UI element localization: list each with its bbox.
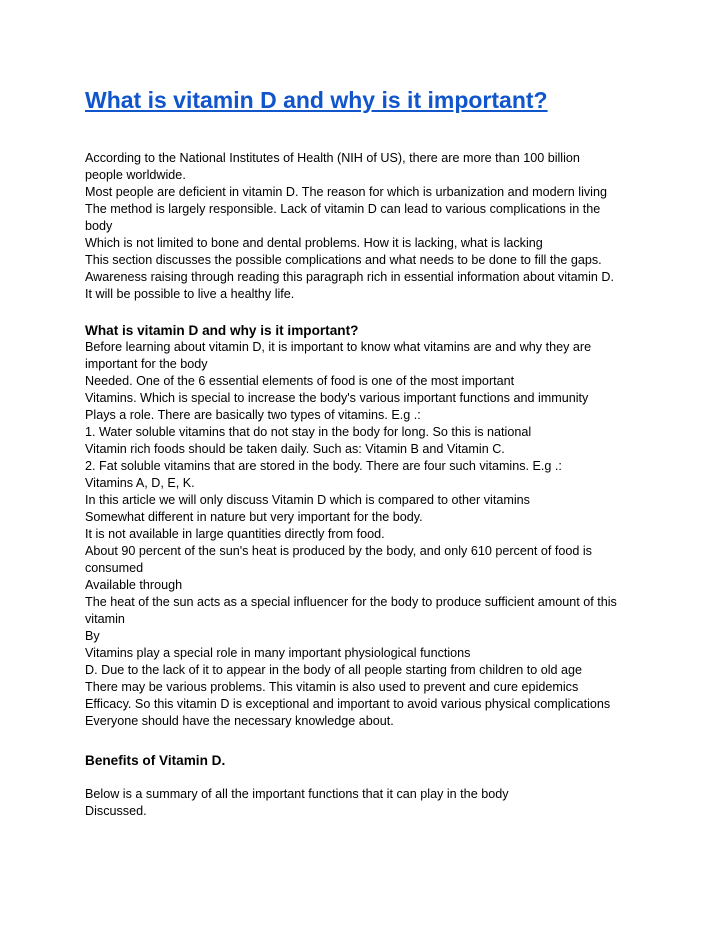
section-line: There may be various problems. This vitamin is also used to prevent and cure epidemics — [85, 680, 579, 694]
intro-line: people worldwide. — [85, 168, 186, 182]
document-title[interactable]: What is vitamin D and why is it important? — [85, 87, 548, 113]
section-line: Available through — [85, 578, 183, 592]
section-line: Vitamins play a special role in many important physiological functions — [85, 646, 471, 660]
section-benefits-of-vitamin-d — [85, 752, 645, 820]
intro-line: Awareness raising through reading this paragraph rich in essential information about vitamin D. — [85, 270, 614, 284]
section-line: Needed. One of the 6 essential elements of food is one of the most important — [85, 374, 515, 388]
intro-line: According to the National Institutes of Health (NIH of US), there are more than 100 billion — [85, 151, 580, 165]
section-line: important for the body — [85, 357, 208, 371]
section-line: Vitamins. Which is special to increase the body's various important functions and immunity — [85, 391, 589, 405]
section-line: In this article we will only discuss Vitamin D which is compared to other vitamins — [85, 493, 530, 507]
section-line: 1. Water soluble vitamins that do not stay in the body for long. So this is national — [85, 425, 532, 439]
section-line: Efficacy. So this vitamin D is exceptional and important to avoid various physical complications — [85, 697, 611, 711]
section-line: 2. Fat soluble vitamins that are stored in the body. There are four such vitamins. E.g .: — [85, 459, 562, 473]
intro-paragraph — [85, 150, 645, 303]
section-line: Everyone should have the necessary knowledge about. — [85, 714, 394, 728]
section-line: Before learning about vitamin D, it is important to know what vitamins are and why they are — [85, 340, 592, 354]
section-line: Below is a summary of all the important functions that it can play in the body — [85, 787, 509, 801]
section-what-is-vitamin-d — [85, 322, 645, 730]
intro-line: body — [85, 219, 113, 233]
intro-line: The method is largely responsible. Lack of vitamin D can lead to various complications in the — [85, 202, 601, 216]
section-line: It is not available in large quantities directly from food. — [85, 527, 385, 541]
intro-line: This section discusses the possible complications and what needs to be done to fill the gaps. — [85, 253, 602, 267]
intro-line: Which is not limited to bone and dental problems. How it is lacking, what is lacking — [85, 236, 543, 250]
section-line: vitamin — [85, 612, 125, 626]
section-line: D. Due to the lack of it to appear in the body of all people starting from children to old age — [85, 663, 583, 677]
section-line: Discussed. — [85, 804, 147, 818]
section-heading: Benefits of Vitamin D. — [85, 753, 226, 768]
section-line: About 90 percent of the sun's heat is produced by the body, and only 610 percent of food is — [85, 544, 592, 558]
intro-line: Most people are deficient in vitamin D. The reason for which is urbanization and modern living — [85, 185, 607, 199]
section-line: Somewhat different in nature but very important for the body. — [85, 510, 423, 524]
section-line: consumed — [85, 561, 144, 575]
section-line: By — [85, 629, 100, 643]
section-line: Vitamin rich foods should be taken daily. Such as: Vitamin B and Vitamin C. — [85, 442, 505, 456]
section-line: Plays a role. There are basically two types of vitamins. E.g .: — [85, 408, 421, 422]
section-line: Vitamins A, D, E, K. — [85, 476, 195, 490]
section-heading: What is vitamin D and why is it important? — [85, 323, 359, 338]
intro-line: It will be possible to live a healthy life. — [85, 287, 295, 301]
section-line: The heat of the sun acts as a special influencer for the body to produce sufficient amount of this — [85, 595, 617, 609]
